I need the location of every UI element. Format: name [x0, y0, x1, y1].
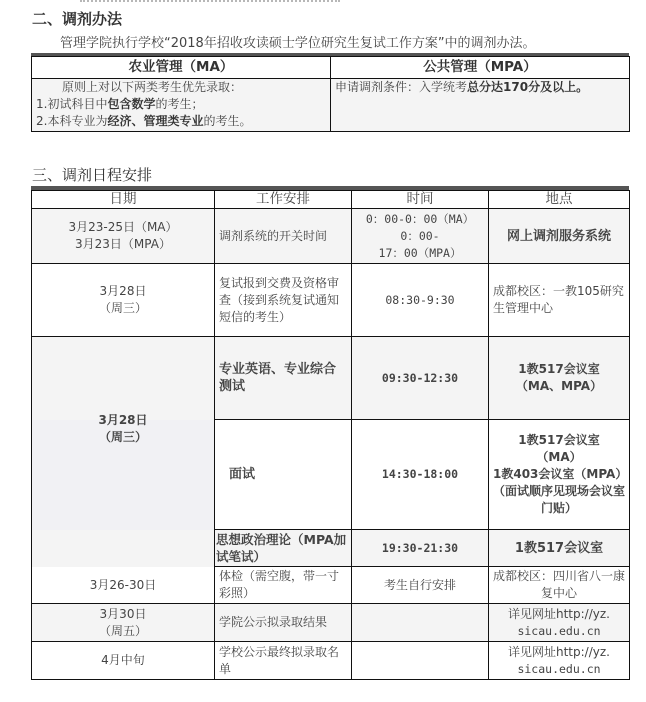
url-link-cont[interactable]: sicau.edu.cn: [517, 661, 601, 676]
header-date: 日期: [32, 191, 215, 209]
task-cell: 面试: [215, 420, 352, 530]
time-cell: 考生自行安排: [352, 567, 489, 604]
date-cell: 4月中旬: [32, 642, 215, 680]
task-cell: 思想政治理论（MPA加试笔试）: [215, 530, 352, 567]
task-cell: 调剂系统的开关时间: [215, 209, 352, 264]
schedule-table: [31, 190, 630, 680]
time-cell: [352, 642, 489, 680]
adjustment-criteria-table: [31, 56, 630, 132]
section-2-heading: 二、调剂办法: [32, 10, 123, 28]
table-row: [32, 567, 630, 604]
time-cell: 0：00-0：00（MA） 0：00- 17：00（MPA）: [352, 209, 489, 264]
time-cell: 09:30-12:30: [352, 337, 489, 420]
table-row: [32, 264, 630, 337]
section-2-intro: 管理学院执行学校“2018年招收攻读硕士学位研究生复试工作方案”中的调剂办法。: [60, 36, 536, 51]
date-cell: 3月26-30日: [32, 567, 215, 604]
task-cell: 复试报到交费及资格审查（接到系统复试通知短信的考生）: [215, 264, 352, 337]
url-link[interactable]: 详见网址http://yz.: [508, 644, 610, 659]
place-cell: 网上调剂服务系统: [489, 209, 630, 264]
task-cell: 学院公示拟录取结果: [215, 604, 352, 642]
table-row: [32, 209, 630, 264]
date-cell: 3月28日 （周三）: [32, 264, 215, 337]
header-mpa: 公共管理（MPA）: [331, 57, 630, 79]
ma-criteria: 原则上对以下两类考生优先录取： 1.初试科目中包含数学的考生； 2.本科专业为经济、管理类专业的考生。: [32, 79, 331, 132]
table-row: [32, 337, 630, 420]
table-row: [32, 642, 630, 680]
place-cell: [489, 642, 630, 680]
table-row: [32, 604, 630, 642]
url-link-cont[interactable]: sicau.edu.cn: [517, 623, 601, 638]
place-cell: 1教517会议室 （MA、MPA）: [489, 337, 630, 420]
mpa-criteria: 申请调剂条件：入学统考总分达170分及以上。: [331, 79, 630, 132]
time-cell: 14:30-18:00: [352, 420, 489, 530]
place-cell: 1教517会议室: [489, 530, 630, 567]
header-place: 地点: [489, 191, 630, 209]
task-cell: 学校公示最终拟录取名单: [215, 642, 352, 680]
time-cell: 08:30-9:30: [352, 264, 489, 337]
date-cell: 3月30日 （周五）: [32, 604, 215, 642]
task-cell: 体检（需空腹，带一寸彩照）: [215, 567, 352, 604]
header-task: 工作安排: [215, 191, 352, 209]
schedule-header-row: [32, 191, 630, 209]
section-3-heading: 三、调剂日程安排: [32, 166, 153, 184]
date-cell-merged: 3月28日 （周三）: [32, 337, 215, 567]
place-cell: 成都校区：四川省八一康复中心: [489, 567, 630, 604]
header-time: 时间: [352, 191, 489, 209]
url-link[interactable]: 详见网址http://yz.: [508, 606, 610, 621]
place-cell: 成都校区：一教105研究生管理中心: [489, 264, 630, 337]
cropped-previous-line: [80, 0, 340, 6]
task-cell: 专业英语、专业综合测试: [215, 337, 352, 420]
place-cell: 1教517会议室 （MA） 1教403会议室（MPA） （面试顺序见现场会议室门贴）: [489, 420, 630, 530]
header-ma: 农业管理（MA）: [32, 57, 331, 79]
date-cell: 3月23-25日（MA） 3月23日（MPA）: [32, 209, 215, 264]
place-cell: [489, 604, 630, 642]
time-cell: 19:30-21:30: [352, 530, 489, 567]
time-cell: [352, 604, 489, 642]
